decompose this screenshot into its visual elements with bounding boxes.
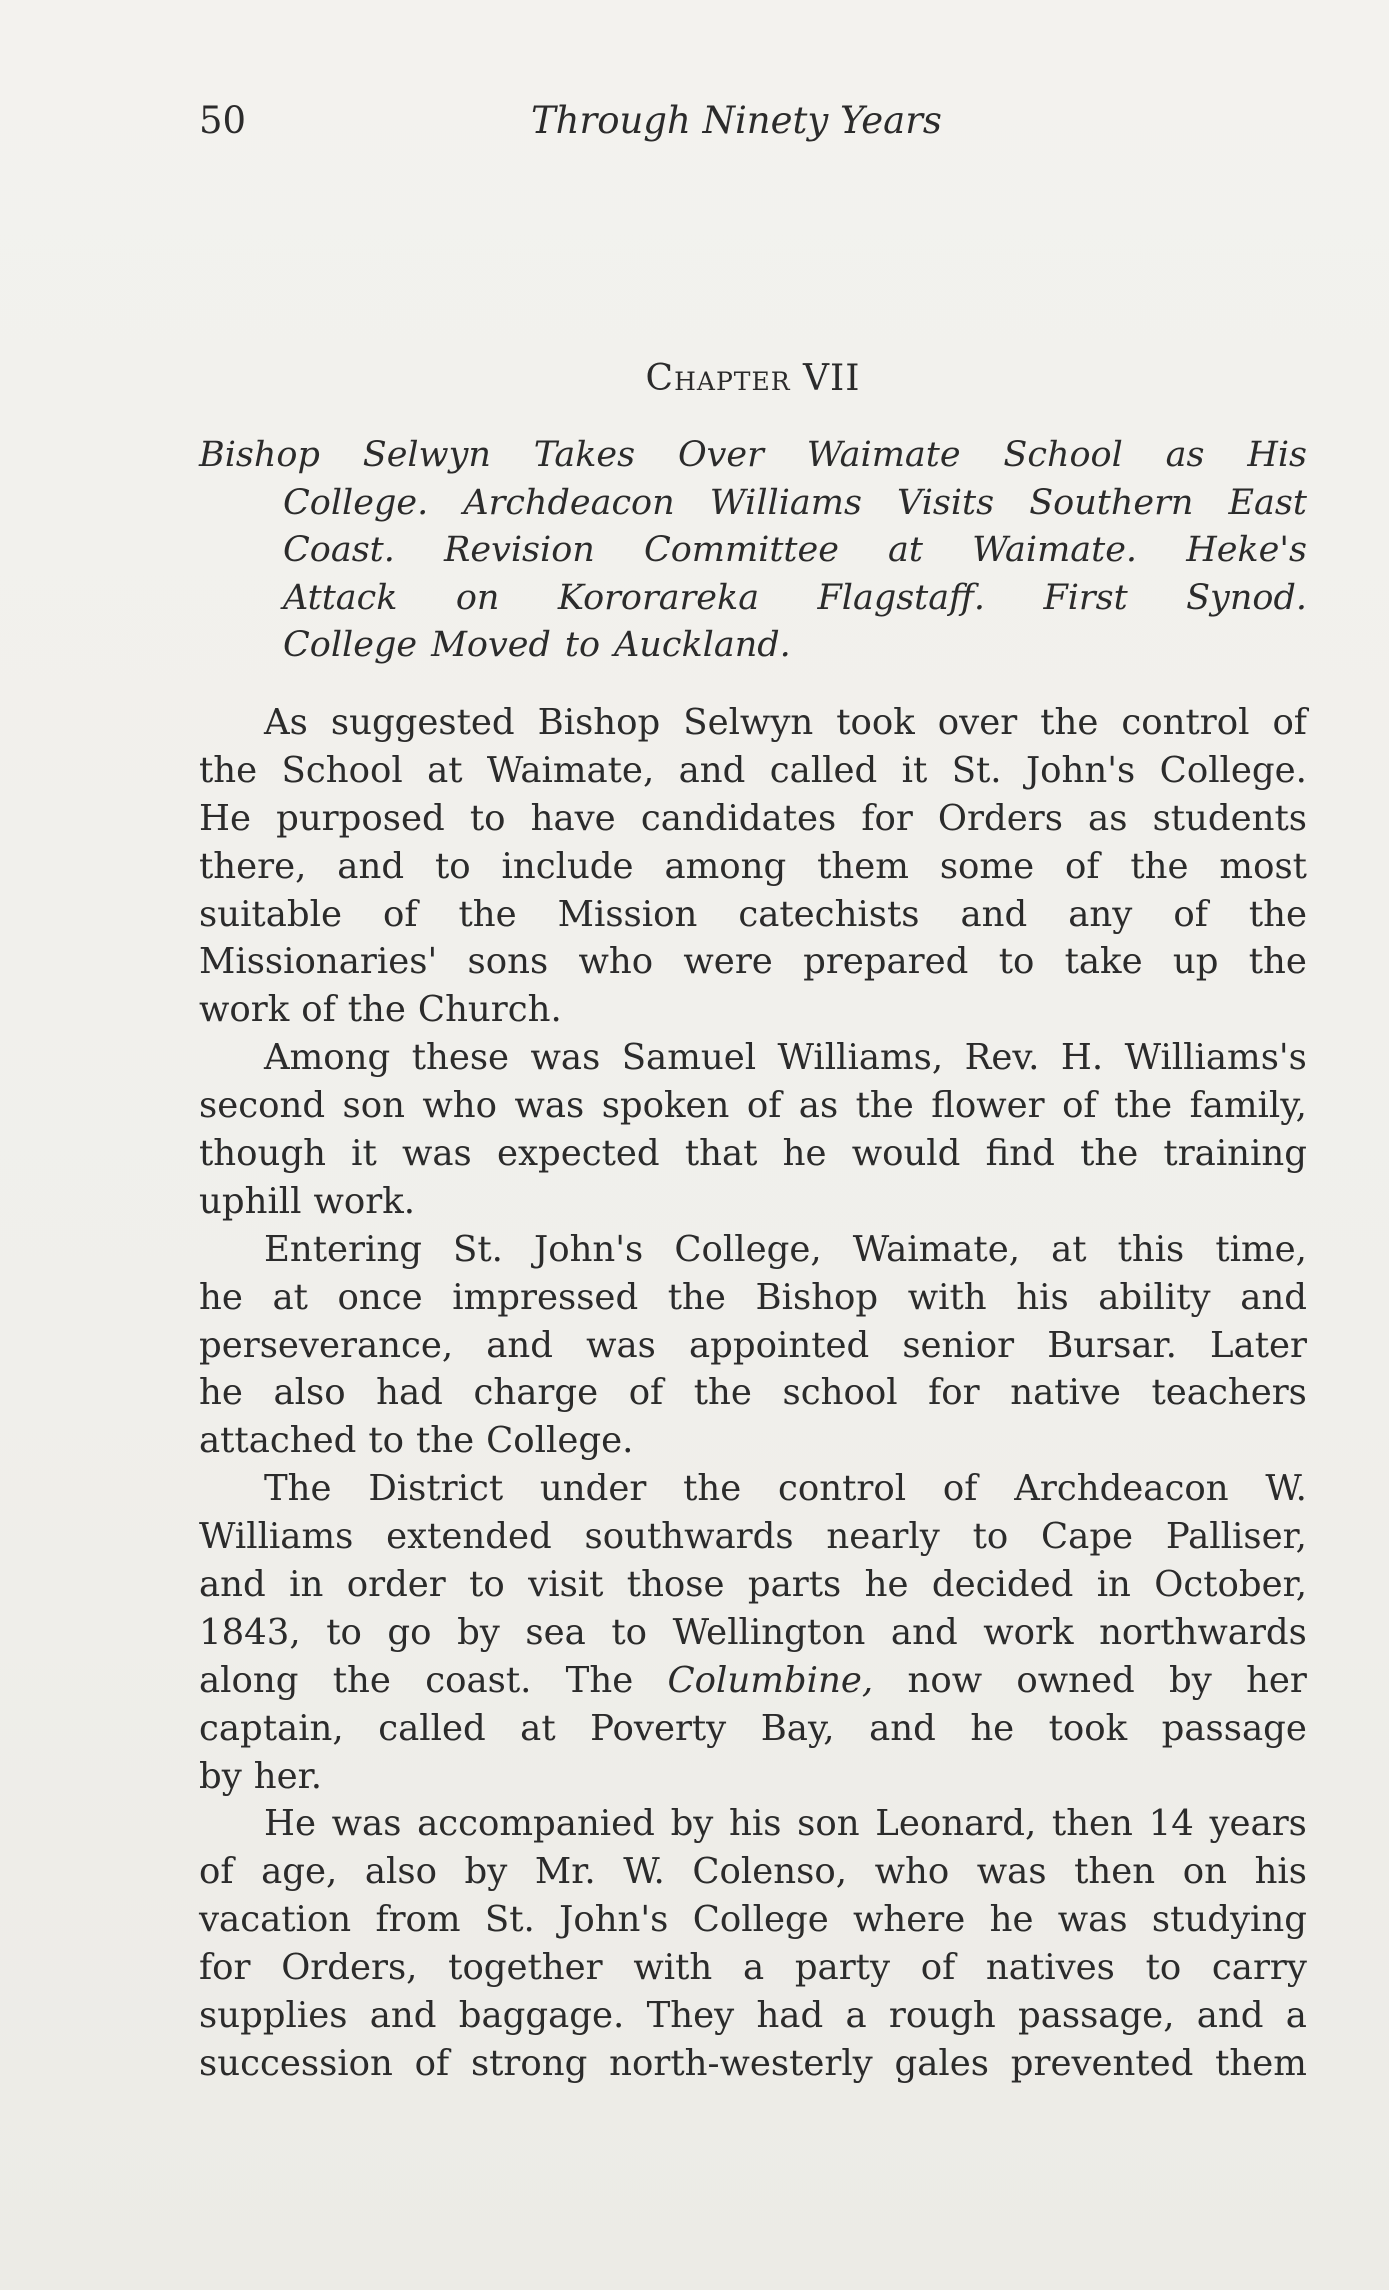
text-line: there, and to include among them some of the most [199,845,1307,887]
text-line: suitable of the Mission catechists and any of the [199,893,1307,935]
text-line: The District under the control of Archdeacon W. [264,1468,1307,1510]
paragraph [199,1465,1307,1800]
chapter-label: Chapter [645,358,791,399]
text-line: he also had charge of the school for native teachers [199,1372,1307,1414]
text-line: He purposed to have candidates for Orders as students [199,797,1307,839]
paragraph [199,1226,1307,1465]
body-text [199,699,1307,2088]
text-line: Among these was Samuel Williams, Rev. H. Williams's [264,1037,1307,1079]
summary-line: College Moved to Auckland. [283,625,791,665]
text-line: he at once impressed the Bishop with his ability and [199,1276,1307,1318]
text-line: uphill work. [199,1180,416,1222]
text-line: along the coast. The Columbine, now owned by her [199,1659,1307,1701]
text-line: succession of strong north-westerly gales prevented them [199,2042,1307,2084]
summary-line: College. Archdeacon Williams Visits Southern East [283,482,1307,523]
chapter-summary [199,432,1307,670]
text-line: perseverance, and was appointed senior Bursar. Later [199,1324,1307,1366]
text-line: for Orders, together with a party of natives to carry [199,1947,1307,1989]
text-line: the School at Waimate, and called it St. John's College. [199,749,1307,791]
chapter-heading [199,356,1307,402]
text-line: As suggested Bishop Selwyn took over the control of [264,702,1307,743]
running-head [199,96,979,146]
text-line: 1843, to go by sea to Wellington and work northwards [199,1611,1307,1653]
summary-line: Coast. Revision Committee at Waimate. Heke's [283,530,1307,570]
text-line: supplies and baggage. They had a rough passage, and a [199,1995,1307,2037]
text-line: Entering St. John's College, Waimate, at this time, [264,1228,1307,1270]
text-line: Williams extended southwards nearly to Cape Palliser, [199,1516,1307,1558]
text-line: Missionaries' sons who were prepared to take up the [199,941,1307,983]
text-line: though it was expected that he would find the training [199,1133,1307,1175]
paragraph [199,1800,1307,2087]
text-line: by her. [199,1755,323,1797]
paragraph [199,699,1307,1034]
summary-line: Attack on Kororareka Flagstaff. First Synod. [283,577,1307,618]
chapter-number: VII [802,358,861,399]
text-line: captain, called at Poverty Bay, and he took passage [199,1707,1307,1749]
text-line: work of the Church. [199,989,562,1031]
text-line: attached to the College. [199,1420,634,1462]
summary-line: Bishop Selwyn Takes Over Waimate School as His [199,435,1307,475]
running-title: Through Ninety Years [531,99,942,142]
page-number: 50 [199,99,247,142]
text-line: and in order to visit those parts he decided in October, [199,1564,1307,1606]
text-line: vacation from St. John's College where he was studying [199,1899,1307,1941]
text-line: He was accompanied by his son Leonard, then 14 years [264,1803,1307,1845]
text-line: second son who was spoken of as the flower of the family, [199,1085,1307,1127]
paragraph [199,1034,1307,1226]
text-line: of age, also by Mr. W. Colenso, who was then on his [199,1851,1307,1893]
